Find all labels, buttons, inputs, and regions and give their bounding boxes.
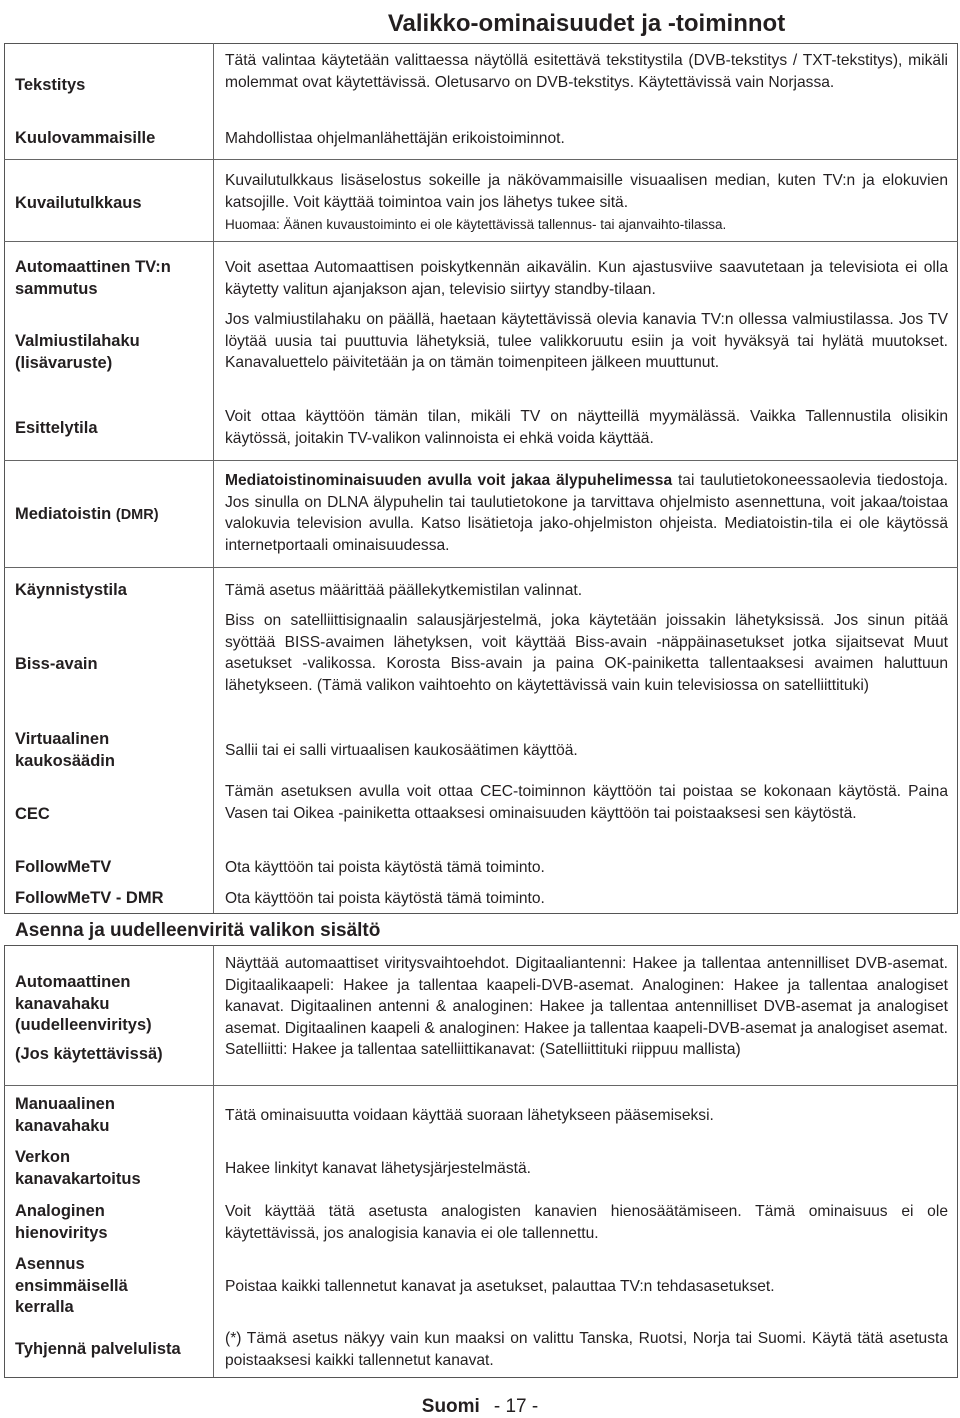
column-divider-bottom bbox=[213, 945, 214, 1377]
label-automaattinen-kanavahaku-note: (Jos käytettävissä) bbox=[15, 1045, 163, 1063]
page-number: - 17 - bbox=[493, 1396, 539, 1417]
label-tyhjenna-palvelulista: Tyhjennä palvelulista bbox=[15, 1340, 181, 1358]
label-kaynnistystila: Käynnistystila bbox=[15, 581, 127, 599]
desc-kuulovammaisille: Mahdollistaa ohjelmanlähettäjän erikoistoiminnot. bbox=[225, 130, 565, 147]
label-manuaalinen-kanavahaku: Manuaalinen kanavahaku bbox=[15, 1095, 115, 1135]
desc-valmiustilahaku: Jos valmiustilahaku on päällä, haetaan käytettävissä olevia kanavia TV:n ollessa valmiustilassa. Jos TV löytää uusia tai puuttuvia lähetyksiä, tulee valikkoruutu esiin ja voit hyväksyä tai hylätä muutokset. Kanavaluettelo päivitetään ja on tämän toimenpiteen jälkeen muuttunut. bbox=[225, 311, 948, 371]
desc-mediatoistin bbox=[225, 470, 948, 556]
label-followmetv: FollowMeTV bbox=[15, 858, 112, 876]
desc-tekstitys: Tätä valintaa käytetään valittaessa näytöllä esitettävä tekstitystila (DVB-tekstitys / TXT-tekstitys), mikäli molemmat ovat käytettävissä. Oletusarvo on DVB-tekstitys. Käytettävissä vain Norjassa. bbox=[225, 52, 948, 91]
page-footer bbox=[0, 1396, 960, 1418]
label-mediatoistin-suffix: (DMR) bbox=[115, 507, 159, 523]
section-title: Asenna ja uudelleenviritä valikon sisältö bbox=[15, 920, 381, 941]
desc-analoginen-hienoviritys: Voit käyttää tätä asetusta analogisten kanavien hienosäätämiseen. Tämä ominaisuus ei ole käytettävissä, jos analogisia kanavia ei ole tallennettu. bbox=[225, 1203, 948, 1242]
label-biss-avain: Biss-avain bbox=[15, 655, 98, 673]
label-kuvailutulkkaus: Kuvailutulkkaus bbox=[15, 194, 142, 212]
label-tekstitys: Tekstitys bbox=[15, 76, 86, 94]
desc-followmetv-dmr: Ota käyttöön tai poista käytöstä tämä toiminto. bbox=[225, 890, 545, 907]
group-divider bbox=[4, 1085, 958, 1086]
group-divider bbox=[4, 159, 958, 160]
label-mediatoistin bbox=[15, 504, 205, 527]
label-followmetv-dmr: FollowMeTV - DMR bbox=[15, 889, 164, 907]
note-kuvailutulkkaus: Huomaa: Äänen kuvaustoiminto ei ole käytettävissä tallennus- tai ajanvaihto-tilassa. bbox=[225, 217, 727, 232]
desc-cec: Tämän asetuksen avulla voit ottaa CEC-toiminnon käyttöön tai poistaa se kokonaan käytöstä. Paina Vasen tai Oikea -painiketta ottaaksesi ominaisuuden käyttöön tai poistaaksesi sen käytöstä. bbox=[225, 783, 948, 822]
desc-mediatoistin-bold: Mediatoistinominaisuuden avulla voit jakaa älypuhelimessa bbox=[225, 472, 673, 489]
label-virtuaalinen-kaukosaadin: Virtuaalinen kaukosäädin bbox=[15, 730, 115, 770]
group-divider bbox=[4, 460, 958, 461]
label-automaattinen-kanavahaku: Automaattinen kanavahaku (uudelleenviritys) bbox=[15, 973, 152, 1034]
desc-automaattinen-tv-sammutus: Voit asettaa Automaattisen poiskytkennän aikavälin. Kun ajastusviive saavutetaan ja televisiota ei olla käytetty valitun ajanjakson ajan, televisio siirtyy standby-tilaan. bbox=[225, 259, 948, 298]
desc-kaynnistystila: Tämä asetus määrittää päällekytkemistilan valinnat. bbox=[225, 582, 583, 599]
column-divider-top bbox=[213, 43, 214, 913]
desc-mediatoistin-rest: tai taulutietokoneessaolevia tiedostoja. Jos sinulla on DLNA älypuhelin tai taulutietokone ja tarvittava ohjelmisto asennettuna, voit jakaa/toistaa valokuvia television avulla. Katso lisätietoja jako-ohjelmiston ohjeista. Mediatoistin-tila ei ole käytössä internetportaali ominaisuudessa. bbox=[225, 472, 948, 554]
desc-followmetv: Ota käyttöön tai poista käytöstä tämä toiminto. bbox=[225, 859, 545, 876]
desc-tyhjenna-palvelulista: (*) Tämä asetus näkyy vain kun maaksi on valittu Tanska, Ruotsi, Norja tai Suomi. Käytä tätä asetusta poistaaksesi kaikki tallennetut kanavat. bbox=[225, 1330, 948, 1369]
label-mediatoistin-text: Mediatoistin bbox=[15, 505, 112, 523]
desc-manuaalinen-kanavahaku: Tätä ominaisuutta voidaan käyttää suoraan lähetykseen pääsemiseksi. bbox=[225, 1107, 714, 1124]
label-kuulovammaisille: Kuulovammaisille bbox=[15, 129, 156, 147]
page-title: Valikko-ominaisuudet ja -toiminnot bbox=[387, 10, 786, 37]
desc-asennus-ensimmaisella: Poistaa kaikki tallennetut kanavat ja asetukset, palauttaa TV:n tehdasasetukset. bbox=[225, 1278, 775, 1295]
label-valmiustilahaku: Valmiustilahaku (lisävaruste) bbox=[15, 332, 140, 372]
footer-language: Suomi bbox=[421, 1396, 480, 1417]
desc-esittelytila: Voit ottaa käyttöön tämän tilan, mikäli TV on näytteillä myymälässä. Vaikka Tallennustila olisikin käytössä, joitakin TV-valikon valinnoista ei ehkä voida käyttää. bbox=[225, 408, 948, 447]
label-asennus-ensimmaisella: Asennus ensimmäisellä kerralla bbox=[15, 1255, 128, 1316]
label-analoginen-hienoviritys: Analoginen hienoviritys bbox=[15, 1202, 108, 1242]
desc-verkon-kanavakartoitus: Hakee linkityt kanavat lähetysjärjestelmästä. bbox=[225, 1160, 531, 1177]
desc-automaattinen-kanavahaku: Näyttää automaattiset viritysvaihtoehdot. Digitaaliantenni: Hakee ja tallentaa antennilliset DVB-asemat. Digitaalikaapeli: Hakee ja tallentaa kaapeli-DVB-asemat. Analoginen: Hakee ja tallentaa analogiset kanavat. Digitaalinen antenni & analoginen: Hakee ja tallentaa antennilliset DVB-asemat ja analogiset asemat. Digitaalinen kaapeli & analoginen: Hakee ja tallentaa kaapeli-DVB-asemat ja analogiset asemat. Satelliitti: Hakee ja tallentaa satelliittikanavat: (Satelliittituki riippuu mallista) bbox=[225, 955, 948, 1058]
group-divider bbox=[4, 241, 958, 242]
label-automaattinen-tv-sammutus: Automaattinen TV:n sammutus bbox=[15, 258, 171, 298]
desc-kuvailutulkkaus: Kuvailutulkkaus lisäselostus sokeille ja näkövammaisille visuaalisen median, kuten TV:n ja elokuvien katsojille. Voit käyttää toimintoa vain jos lähetys tukee sitä. bbox=[225, 172, 948, 211]
label-verkon-kanavakartoitus: Verkon kanavakartoitus bbox=[15, 1148, 141, 1188]
group-divider bbox=[4, 567, 958, 568]
label-esittelytila: Esittelytila bbox=[15, 419, 98, 437]
desc-biss-avain: Biss on satelliittisignaalin salausjärjestelmä, joka käytetään joissakin lähetyksissä. Jos sinun pitää syöttää BISS-avaimen lähetyksen, voit käyttää Biss-avain -näppäinasetukset jotka sijaitsevat Muut asetukset -valikossa. Korosta Biss-avain ja paina OK-painiketta tallentaaksesi avaimen haluttuun lähetykseen. (Tämä valikon vaihtoehto on käytettävissä vain kuin televisiossa on satelliittituki) bbox=[225, 612, 948, 694]
desc-virtuaalinen-kaukosaadin: Sallii tai ei salli virtuaalisen kaukosäätimen käyttöä. bbox=[225, 742, 578, 759]
label-cec: CEC bbox=[15, 805, 50, 823]
